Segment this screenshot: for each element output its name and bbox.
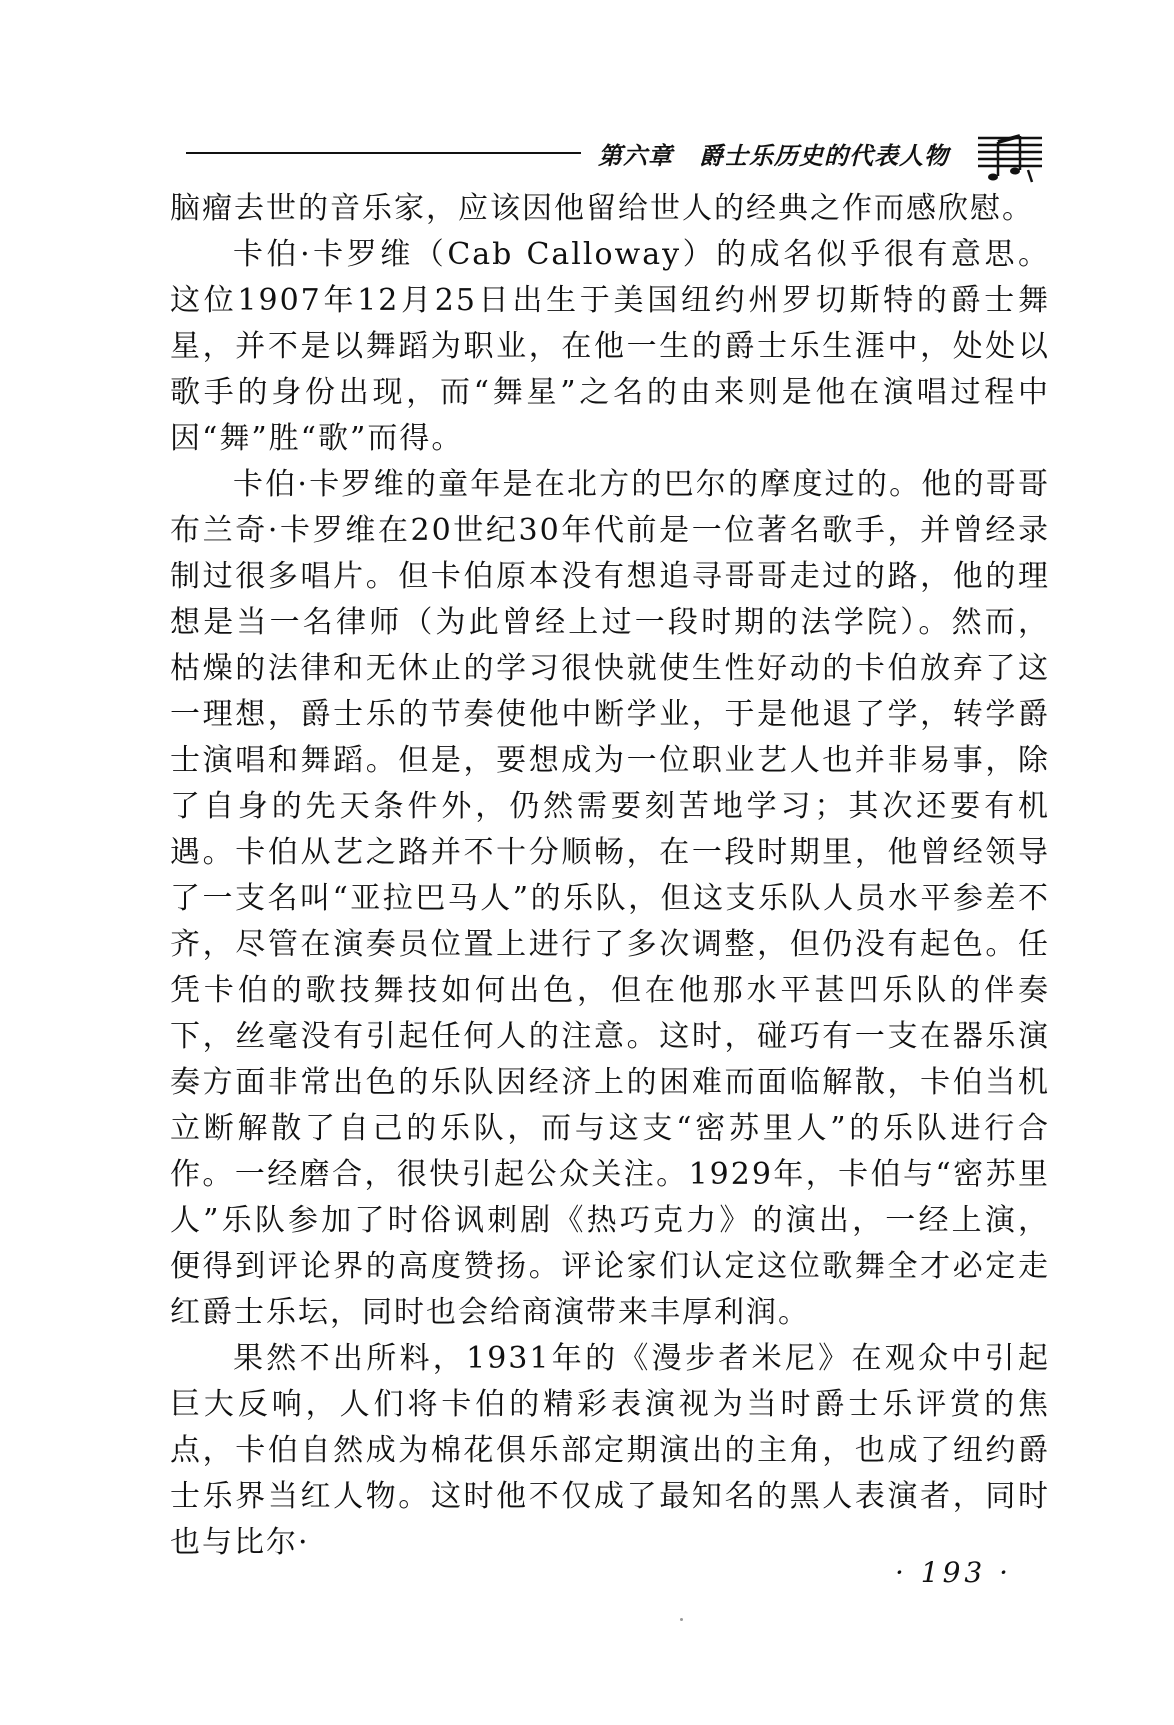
paragraph: 卡伯·卡罗维（Cab Calloway）的成名似乎很有意思。这位1907年12月25日出生于美国纽约州罗切斯特的爵士舞星，并不是以舞蹈为职业，在他一生的爵士乐生涯中，处处以歌手的身份出现，而“舞星”之名的由来则是他在演唱过程中因“舞”胜“歌”而得。 (170, 237, 1050, 456)
music-staff-icon (976, 130, 1046, 186)
paragraph: 果然不出所料，1931年的《漫步者米尼》在观众中引起巨大反响，人们将卡伯的精彩表演视为当时爵士乐评赏的焦点，卡伯自然成为棉花俱乐部定期演出的主角，也成了纽约爵士乐界当红人物。这时他不仅成了最知名的黑人表演者，同时也与比尔· (170, 1341, 1050, 1560)
chapter-number: 第六章 (598, 141, 673, 170)
scan-speck (680, 1618, 683, 1621)
page-number: · 193 · (895, 1556, 1013, 1589)
paragraph: 脑瘤去世的音乐家，应该因他留给世人的经典之作而感欣慰。 (170, 191, 1034, 226)
header-rule (186, 152, 581, 154)
running-header (186, 130, 1046, 186)
chapter-heading (598, 136, 949, 171)
chapter-title: 爵士乐历史的代表人物 (699, 141, 949, 170)
paragraph: 卡伯·卡罗维的童年是在北方的巴尔的摩度过的。他的哥哥布兰奇·卡罗维在20世纪30年代前是一位著名歌手，并曾经录制过很多唱片。但卡伯原本没有想追寻哥哥走过的路，他的理想是当一名律师（为此曾经上过一段时期的法学院）。然而，枯燥的法律和无休止的学习很快就使生性好动的卡伯放弃了这一理想，爵士乐的节奏使他中断学业，于是他退了学，转学爵士演唱和舞蹈。但是，要想成为一位职业艺人也并非易事，除了自身的先天条件外，仍然需要刻苦地学习；其次还要有机遇。卡伯从艺之路并不十分顺畅，在一段时期里，他曾经领导了一支名叫“亚拉巴马人”的乐队，但这支乐队人员水平参差不齐，尽管在演奏员位置上进行了多次调整，但仍没有起色。任凭卡伯的歌技舞技如何出色，但在他那水平甚凹乐队的伴奏下，丝毫没有引起任何人的注意。这时，碰巧有一支在器乐演奏方面非常出色的乐队因经济上的困难而面临解散，卡伯当机立断解散了自己的乐队，而与这支“密苏里人”的乐队进行合作。一经磨合，很快引起公众关注。1929年，卡伯与“密苏里人”乐队参加了时俗讽刺剧《热巧克力》的演出，一经上演，便得到评论界的高度赞扬。评论家们认定这位歌舞全才必定走红爵士乐坛，同时也会给商演带来丰厚利润。 (170, 467, 1050, 1330)
body-text (170, 186, 1050, 1566)
